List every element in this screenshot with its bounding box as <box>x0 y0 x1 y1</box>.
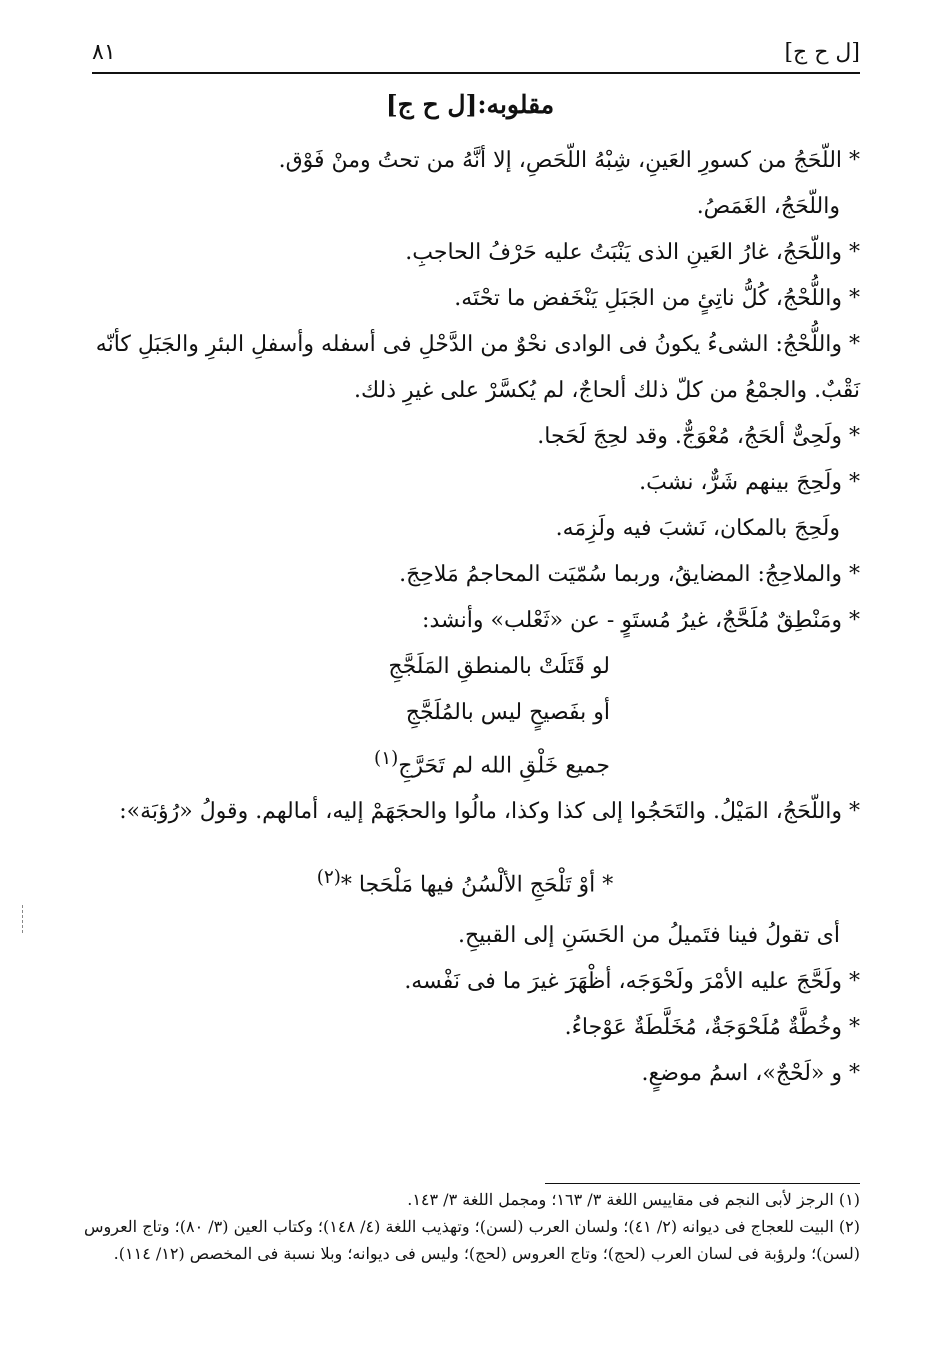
entry-paragraph: * واللُّحْجُ، كُلُّ ناتِئٍ من الجَبَلِ يَنْخَفض ما تحْتَه. <box>454 286 860 311</box>
footnotes <box>75 1186 860 1267</box>
header-rule <box>92 72 860 74</box>
page-number: ٨١ <box>92 40 116 65</box>
entry-paragraph: * واللُّحْجُ: الشىءُ يكونُ فى الوادى نحْوٌ من الدَّحْلِ فى أسفله وأسفلِ البئرِ والجَبَلِ كأنّه نَقْبٌ. والجمْعُ من كلّ ذلك ألحاجٌ، لم يُكسَّرْ على غيرِ ذلك. <box>95 332 860 403</box>
footnote-rule <box>545 1183 860 1184</box>
entry-paragraph: * واللّحَجُ، المَيْلُ. والتَحَجُوا إلى كذا وكذا، مالُوا والحجَهَمْ إليه، أمالهم. وقولُ «رُؤبَة»: <box>119 799 860 825</box>
scan-margin-mark <box>22 905 25 933</box>
footnote-mark: (١) <box>374 748 399 769</box>
entry-paragraph: * وخُطَّةٌ مُلَحْوَجَةٌ، مُخَلَّطَةٌ عَوْجاءُ. <box>564 1014 860 1040</box>
footnote-mark: (٢) <box>316 867 341 889</box>
entry-paragraph: * ولَحَّجَ عليه الأمْرَ ولَحْوَجَه، أظْهَرَ غيرَ ما فى نَفْسه. <box>404 968 860 994</box>
quote-line <box>70 835 860 912</box>
footnote: (٢) البيت للعجاج فى ديوانه (٢/ ٤١)؛ ولسان العرب (لسن)؛ وتهذيب اللغة (٤/ ١٤٨)؛ وكتاب العين (٣/ ٨٠)؛ وتاج العروس (لسن)؛ ولرؤبة فى لسان العرب (لحج)؛ وتاج العروس (لحج)؛ وليس فى ديوانه؛ وبلا نسبة فى المخصص (١٢/ ١١٤). <box>83 1217 860 1263</box>
footnote: (١) الرجز لأبى النجم فى مقاييس اللغة ٣/ ١٦٣؛ ومجمل اللغة ٣/ ١٤٣. <box>407 1190 860 1209</box>
entry-paragraph: * والملاحِجُ: المضايقُ، وربما سُمّيَت المحاجمُ مَلاحِجَ. <box>399 562 860 587</box>
entry-paragraph: * ولَحِىٌّ ألحَجُ، مُعْوَجٌّ. وقد لحِجَ لَحَجا. <box>537 424 860 449</box>
entry-paragraph: * واللّحَجُ، غارُ العَينِ الذى يَنْبَتُ عليه حَرْفُ الحاجبِ. <box>405 240 860 265</box>
verse-line <box>70 736 860 789</box>
body-text <box>70 138 860 1097</box>
section-title: مقلوبه:[ل ح ج] <box>385 90 555 119</box>
entry-paragraph: * اللّحَجُ من كسورِ العَينِ، شِبْهُ اللّحَصِ، إلا أنَّهُ من تحتُ ومنْ فَوْق. <box>278 148 860 173</box>
verse-text: جميع خَلْقِ الله لم تَحَرَّجِ <box>398 753 610 779</box>
page-header <box>92 40 860 74</box>
entry-paragraph: * ومَنْطِقٌ مُلَحَّجٌ، غيرُ مُستَوٍ - عن «ثَعْلب» وأنشد: <box>422 608 860 633</box>
entry-paragraph: أى تقولُ فينا فتَميلُ من الحَسَنِ إلى القبيحِ. <box>457 922 840 948</box>
entry-paragraph: ولَحِجَ بالمكان، نَشبَ فيه ولَزِمَه. <box>555 516 840 541</box>
quote-text: * أوْ تَلْحَجِ الألْسُنُ فيها مَلْحَجا * <box>340 872 614 898</box>
verse-line: لو قَتَلَتْ بالمنطقِ المَلَجَّجِ <box>388 654 610 679</box>
verse-line: أو بفَصيحٍ ليس بالمُلَجَّجِ <box>405 700 610 725</box>
root-label: [ل ح ج] <box>784 40 860 65</box>
entry-paragraph: واللّحَجُ، الغَمَصُ. <box>696 194 840 219</box>
entry-paragraph: * ولَحِجَ بينهم شَرٌّ، نشبَ. <box>639 470 860 495</box>
entry-paragraph: * و «لَحْجٌ»، اسمُ موضعٍ. <box>641 1060 860 1086</box>
